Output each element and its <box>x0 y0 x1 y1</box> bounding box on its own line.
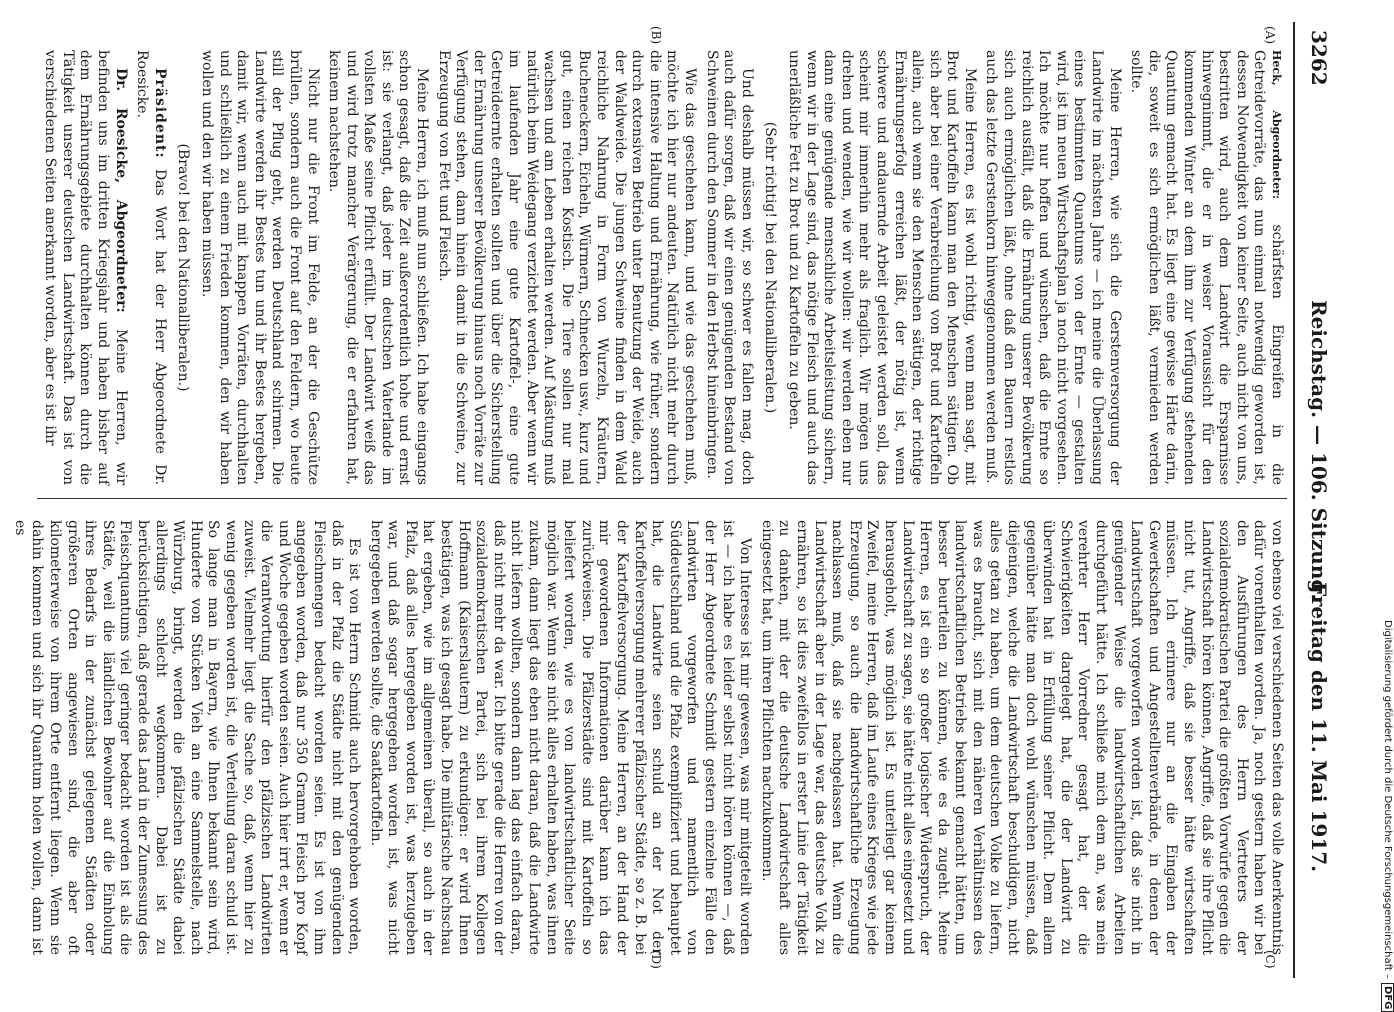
paragraph: Meine Herren, wie sich die Gerstenversorgung der Landwirte im nächsten Jahre — ich meine die Überlassung eines bestimmten Quantums von der Ernte — gestalten wird, ist im neuen Wirtschaftsplan ja noch nicht vorgesehen. Ich möchte nur hoffen und wünschen, daß die Ernte so reichlich ausfällt, daß die Ernährung unserer Bevölkerung sich auch ermöglichen läßt, ohne daß den Bauern restlos auch das letzte Gerstenkorn hinweggenommen werden muß. <box>983 50 1123 485</box>
column-separator <box>37 498 1287 499</box>
header-rule <box>1293 22 1295 978</box>
dfg-logo: DFG <box>1381 983 1394 1012</box>
paragraph: Es ist von Herrn Schmidt auch hervorgehoben worden, daß in der Pfalz die Städte nicht mit den genügenden Fleischmengen bedacht worden seien. Es ist von ihm angegeben worden, daß nur 350 Gramm Fleisch pro Kopf und Woche gegeben worden seien. Auch hier irrt er, wenn er die Verantwortung hierfür den pfälzischen Landwirten zuweist. Vielmehr liegt die Sache so, daß, wenn hier zu wenig gegeben worden ist, die Verteilung daran schuld ist. So lange man in Bayern, wie Ihnen bekannt sein wird, Hunderte von Stücken Vieh an eine Sammelstelle, nach Würzburg, bringt, werden die pfälzischen Städte dabei allerdings schlecht wegkommen. Dabei ist zu berücksichtigen, daß gerade das Land in der Zumessung des Fleischquantums viel geringer bedacht worden ist als die Städte, weil die ländlichen Bewohner auf die Einholung ihres Bedarfs in der zunächst gelegenen Städten oder größeren Orten angewiesen sind, die aber oft kilometerweise von ihrem Orte entfernt liegen. Wenn sie dahin kommen und sich ihr Quantum holen wollen, dann ist es <box>11 520 363 955</box>
paragraph: schärfsten Eingreifen in die Getreidevorräte, das nun einmal notwendig geworden ist, dessen Notwendigkeit von keiner Seite, auch nicht von uns, bestritten wird, auch dem Landwirt die Ersparnisse hinwegnimmt, die er in weiser Voraussicht für den kommenden Winter an dem ihm zur Verfügung stehenden Quantum gemacht hat. Es liegt eine gewisse Härte darin, die, soweit es sich ermöglichen läßt, vermieden werden sollte. <box>1128 50 1285 486</box>
margin-marker-b: (B) <box>649 26 663 45</box>
paragraph: von ebenso viel verschiedenen Seiten das volle Anerkenntnis dafür vorenthalten worden. Ja, noch gestern haben wir bei den Ausführungen des Herrn Vertreters der sozialdemokratischen Partei die größten Vorwürfe gegen die Landwirtschaft hören können, Angriffe, daß sie ihre Pflicht nicht tut, Angriffe, daß sie besser hätte wirtschaften müssen. Ich erinnere nur an die Eingaben der Gewerkschaften und Angestelltenverbände, in denen der Landwirtschaft vorgeworfen worden ist, daß sie nicht in genügender Weise die landwirtschaftlichen Arbeiten durchgeführt hätte. Ich schließe mich dem an, was mein verehrter Herr Vorredner gesagt hat, der die Schwierigkeiten dargelegt hat, die der Landwirt zu überwinden hat in Erfüllung seiner Pflicht. Dem allem gegenüber hätte man doch wohl wünschen müssen, daß diejenigen, welche die Landwirtschaft beschuldigen, nicht alles getan zu haben, um dem deutschen Volke zu liefern, was es braucht, sich mit den näheren Verhältnissen des landwirtschaftlichen Betriebs bekannt gemacht hätten, um besser beurteilen zu können, wie es da zugeht. Meine Herren, es ist ein so großer logischer Widerspruch, der Landwirtschaft zu sagen, sie hätte nicht alles eingesetzt und herausgeholt, was möglich ist. Es unterliegt gar keinem Zweifel, meine Herren, daß im Laufe eines Krieges wie jede Erzeugung, so auch die landwirtschaftliche Erzeugung nachlassen muß, daß sie nachgelassen hat. Wenn die Landwirtschaft aber in der Lage war, das deutsche Volk zu ernähren, so ist dies zweifellos in erster Linie der Tätigkeit zu danken, mit der die deutsche Landwirtschaft alles eingesetzt hat, um ihren Pflichten nachzukommen. <box>758 520 1285 955</box>
speaker-tag: Dr. Roesicke, Abgeordneter: <box>112 68 129 313</box>
paragraph: Und deshalb müssen wir, so schwer es fallen mag, doch auch dafür sorgen, daß wir einen genügenden Bestand von Schweinen durch den Sommer in den Herbst hineinbringen. <box>703 50 755 485</box>
interjection: (Bravo! bei den Nationalliberalen.) <box>175 143 192 392</box>
date-header: Freitag den 11. Mai 1917. <box>1307 582 1331 873</box>
paragraph: Das Wort hat der Herr Abgeordnete Dr. Roesicke. <box>134 50 168 485</box>
margin-marker-a: (A) <box>1263 26 1277 45</box>
paragraph: Meine Herren, es ist wohl richtig, wenn man sagt, mit Brot und Kartoffeln kann man den Menschen sättigen. Ob sich aber bei einer Verabreichung von Brot und Kartoffeln allein, auch wenn sie den Menschen sättigen, der richtige Ernährungserfolg erreichen läßt, der nötig ist, wenn schwere und andauernde Arbeit geleistet werden soll, das scheint mir immerhin mehr als fraglich. Wir mögen uns drehen und wenden, wie wir wollen: wir werden eben nur dann eine genügende menschliche Arbeitsleistung sichern, wenn wir in der Lage sind, das nötige Fleisch und auch das unerläßliche Fett zu Brot und zu Kartoffeln zu geben. <box>785 50 978 485</box>
interjection: (Sehr richtig! bei den Nationalliberalen.) <box>762 121 779 414</box>
publication-header: Reichstag. — 106. Sitzung. <box>1307 300 1331 601</box>
margin-marker-c: (C) <box>1263 950 1277 969</box>
speaker-tag: Heck, Abgeordneter: <box>1270 50 1283 200</box>
left-column <box>37 50 1285 485</box>
margin-marker-d: (D) <box>649 950 663 969</box>
paragraph: Meine Herren, wir befinden uns im dritten Kriegsjahr und haben bisher auf dem Ernährungsgebiete durchhalten können durch die Tätigkeit unserer deutschen Landwirtschaft. Das ist von verschiedenen Seiten anerkannt worden, aber es ist ihr <box>42 50 129 486</box>
paragraph: Von Interesse ist mir gewesen, was mir mitgeteilt worden ist — ich habe es leider selbst nicht hören können —, daß der Herr Abgeordnete Schmidt gestern einzelne Fälle den Landwirten vorgeworfen und namentlich von Süddeutschland und die Pfalz exemplifiziert und behauptet hat, die Landwirte seien schuld an der Not der Kartoffelversorgung mehrerer pfälzischer Städte, so z. B. bei der Kartoffelversorgung. Meine Herren, an der Hand der mir gewordenen Informationen darüber kann ich das zurückweisen. Die Pfälzerstädte sind mit Kartoffeln so beliefert worden, wie es von landwirtschaftlicher Seite möglich war. Wenn sie nicht alles erhalten haben, was ihnen zukam, dann liegt das eben nicht daran, daß die Landwirte nicht liefern wollten, sondern dann lag das einfach daran, daß nicht mehr da war. Ich bitte gerade die Herren von der sozialdemokratischen Partei, sich bei ihrem Kollegen Hoffmann (Kaiserslautern) zu erkundigen: er wird Ihnen bestätigen, was ich gesagt habe. Die militärische Nachschau hat ergeben, wie im allgemeinen überall, so auch in der Pfalz, daß alles hergegeben worden ist, was herzugeben war, und daß sogar hergegeben worden ist, was nicht hergegeben werden sollte, die Saatkartoffeln. <box>367 520 754 955</box>
paragraph: Nicht nur die Front im Felde, an der die Geschütze brüllen, sondern auch die Front auf den Feldern, wo heute still der Pflug geht, werden Deutschland schirmen. Die Landwirte werden ihr Bestes tun und ihr Bestes hergeben, damit wir, wenn auch mit knappen Vorräten, durchhalten und schließlich zu einem Frieden kommen, den wir haben wollen und den wir haben müssen. <box>198 50 321 485</box>
paragraph: Meine Herren, ich muß nun schließen. Ich habe eingangs schon gesagt, daß die Zeit außerordentlich hohe und ernst ist: sie verlangt, daß jeder im deutschen Vaterlande im vollsten Maße seine Pflicht erfüllt. Der Landwirt weiß das und wird trotz mancher Verärgerung, die er erfahren hat, keinem nachstehen. <box>326 50 431 485</box>
right-column <box>6 520 1285 955</box>
credit-text: Digitalisierung gefördert durch die Deutsche Forschungsgemeinschaft – <box>1382 620 1393 980</box>
page-number: 3262 <box>1307 30 1331 86</box>
paragraph: Wie das geschehen kann, und wie das geschehen muß, möchte ich hier nur andeuten. Natürlich nicht mehr durch die intensive Haltung und Ernährung, wie früher, sondern durch extensiven Betrieb unter Benutzung der Weide, auch der Waldweide. Die jungen Schweine finden in dem Wald reichliche Nahrung in Form von Wurzeln, Kräutern, Bucheneckern, Eicheln, Würmern, Schnecken usw., kurz und gut, einen reichen Kostisch. Die Tiere sollen nur mal wachsen und am Leben erhalten werden. Auf Mästung muß natürlich beim Weidegang verzichtet werden. Aber wenn wir im laufenden Jahr eine gute Kartoffel-, eine gute Getreideernte erhalten sollten und über die Sicherstellung der Ernährung unserer Bevölkerung hinaus noch Vorräte zur Verfügung stehen, dann hinein damit in die Schweine, zur Erzeugung von Fett und Fleisch. <box>435 50 698 485</box>
president-tag: Präsident: <box>151 68 168 159</box>
digitization-credit <box>1382 620 1393 1012</box>
